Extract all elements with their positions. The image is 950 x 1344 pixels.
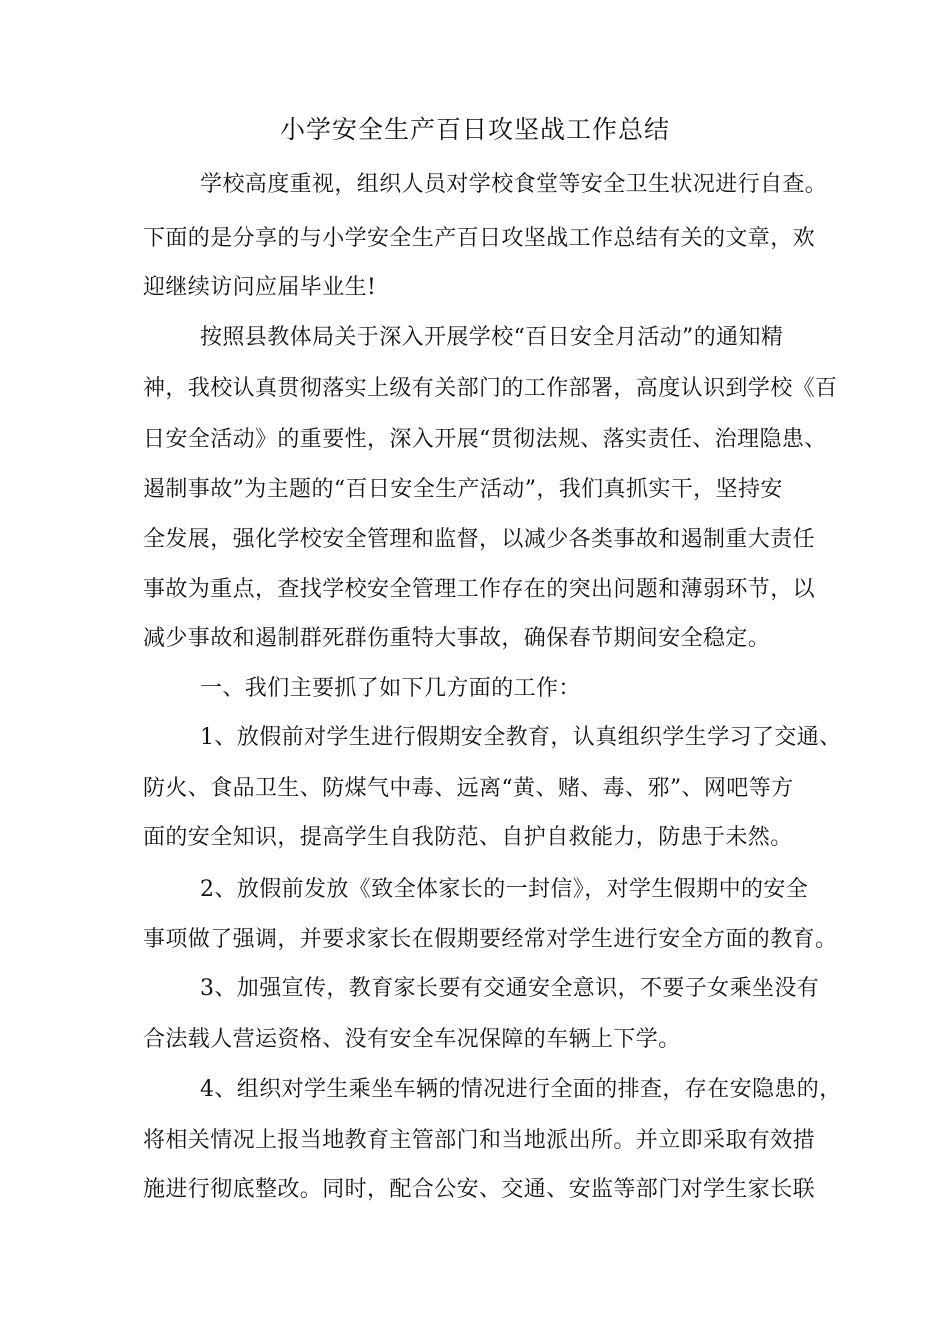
item2-line-2: 事项做了强调，并要求家长在假期要经常对学生进行安全方面的教育。 [143, 927, 838, 952]
para1-line-2: 神，我校认真贯彻落实上级有关部门的工作部署，高度认识到学校《百 [143, 376, 838, 401]
intro-line-1: 学校高度重视，组织人员对学校食堂等安全卫生状况进行自查。 [200, 172, 828, 197]
para1-line-6: 事故为重点，查找学校安全管理工作存在的突出问题和薄弱环节，以 [143, 577, 816, 602]
item1-line-1: 1、放假前对学生进行假期安全教育，认真组织学生学习了交通、 [200, 725, 842, 750]
para1-line-7: 减少事故和遏制群死群伤重特大事故，确保春节期间安全稳定。 [143, 626, 771, 651]
para1-line-4: 遏制事故”为主题的“百日安全生产活动”，我们真抓实干，坚持安 [143, 477, 783, 502]
para1-line-5: 全发展，强化学校安全管理和监督，以减少各类事故和遏制重大责任 [143, 527, 816, 552]
item4-line-2: 将相关情况上报当地教育主管部门和当地派出所。并立即采取有效措 [143, 1128, 816, 1153]
section-heading-1: 一、我们主要抓了如下几方面的工作： [200, 676, 581, 701]
item4-line-1: 4、组织对学生乘坐车辆的情况进行全面的排查，存在安隐患的， [200, 1077, 842, 1102]
item3-line-1: 3、加强宣传，教育家长要有交通安全意识，不要子女乘坐没有 [200, 976, 820, 1001]
item1-line-3: 面的安全知识，提高学生自我防范、自护自救能力，防患于未然。 [143, 825, 793, 850]
para1-line-3: 日安全活动》的重要性，深入开展“贯彻法规、落实责任、治理隐患、 [143, 427, 827, 452]
document-title: 小学安全生产百日攻坚战工作总结 [279, 115, 670, 144]
item1-line-2: 防火、食品卫生、防煤气中毒、远离“黄、赌、毒、邪”、网吧等方 [143, 776, 794, 801]
intro-line-2: 下面的是分享的与小学安全生产百日攻坚战工作总结有关的文章，欢 [143, 226, 816, 251]
intro-line-3: 迎继续访问应届毕业生! [143, 275, 377, 300]
item2-line-1: 2、放假前发放《致全体家长的一封信》，对学生假期中的安全 [200, 877, 809, 902]
item3-line-2: 合法载人营运资格、没有安全车况保障的车辆上下学。 [143, 1027, 681, 1052]
para1-line-1: 按照县教体局关于深入开展学校“百日安全月活动”的通知精 [200, 325, 784, 350]
item4-line-3: 施进行彻底整改。同时，配合公安、交通、安监等部门对学生家长联 [143, 1177, 816, 1202]
